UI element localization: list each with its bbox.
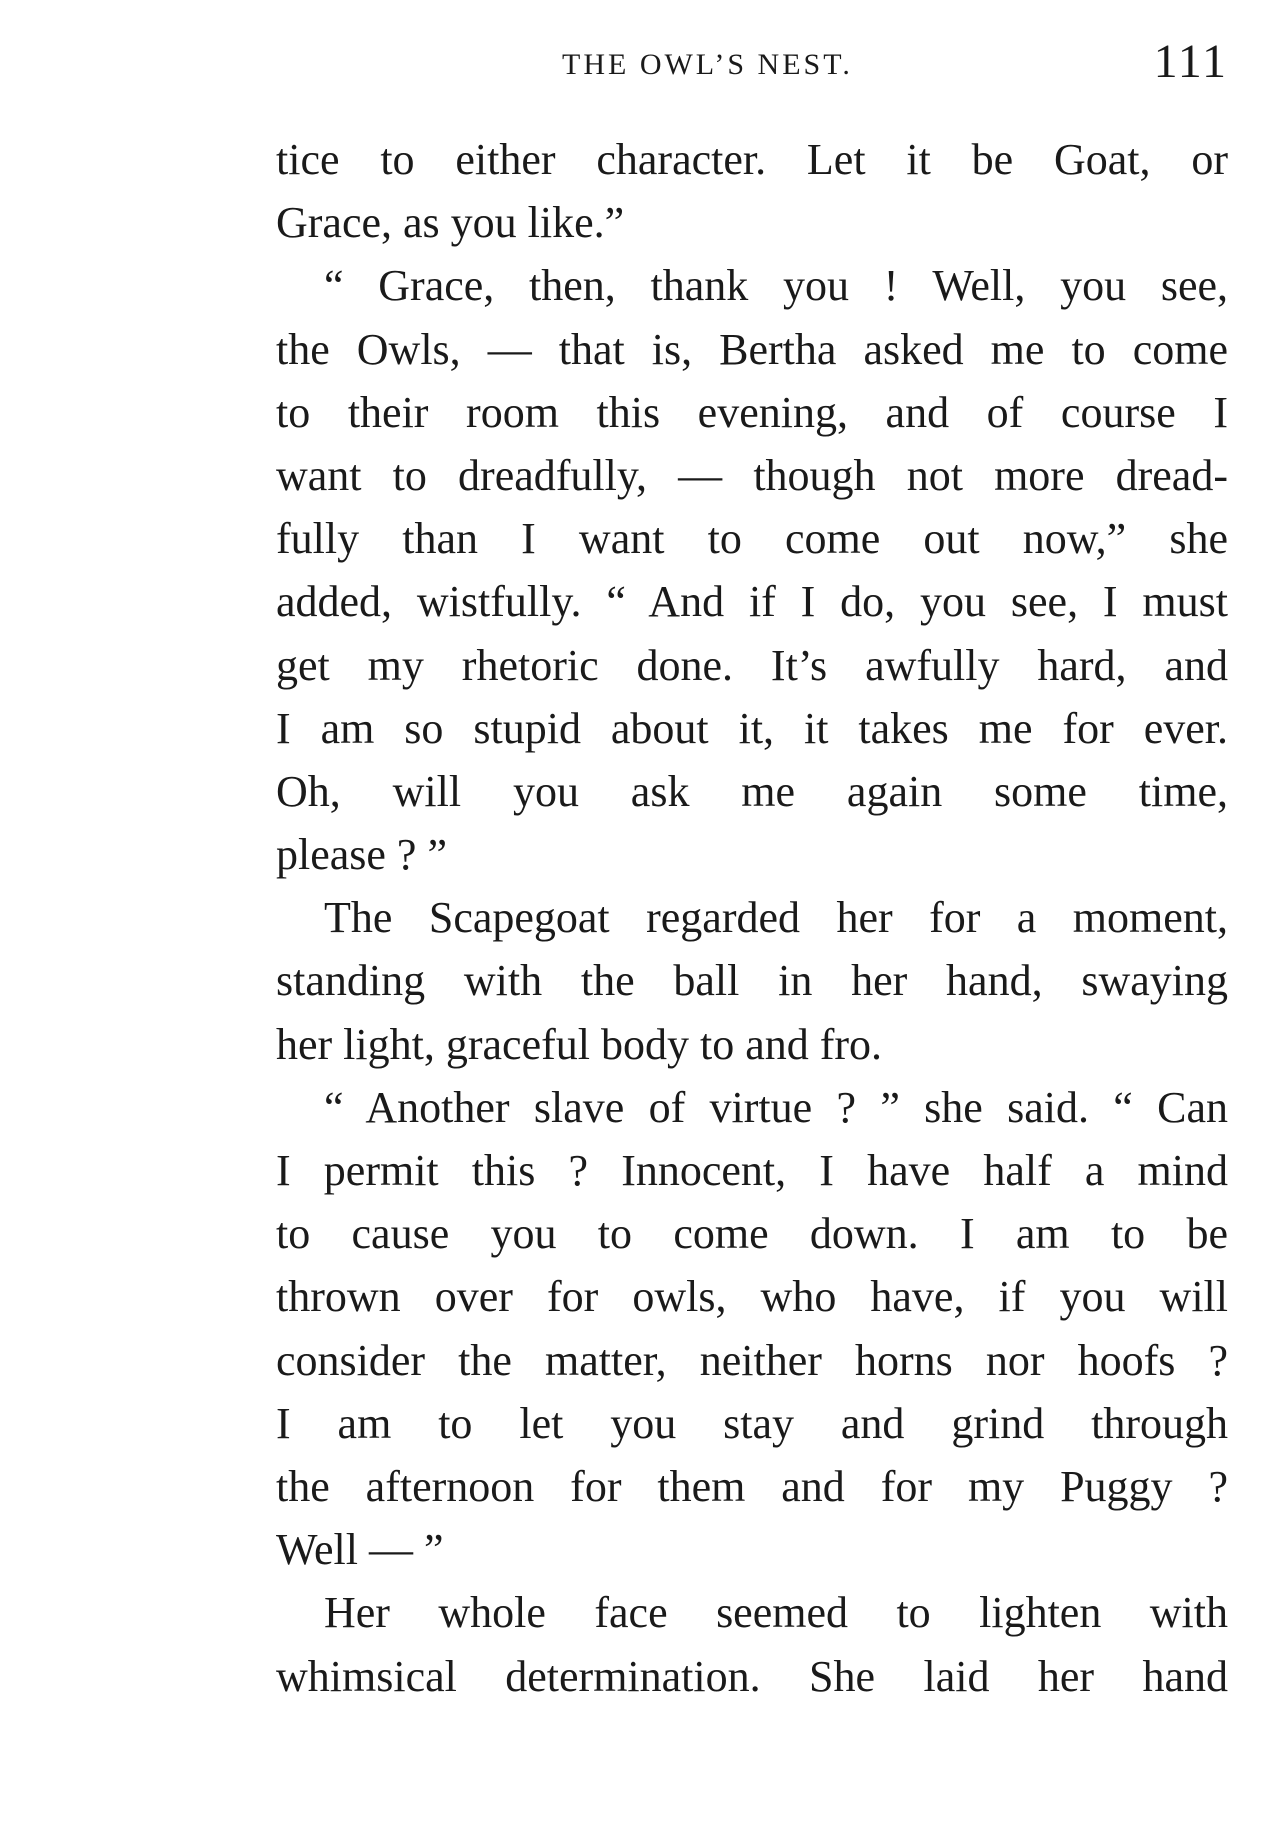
text-line: thrown over for owls, who have, if you will: [276, 1272, 1228, 1322]
page-number: 111: [1153, 35, 1228, 88]
text-line: standing with the ball in her hand, swaying: [276, 956, 1228, 1006]
text-line: Her whole face seemed to lighten with: [324, 1588, 1228, 1638]
text-line: the Owls, — that is, Bertha asked me to come: [276, 324, 1228, 374]
text-line: to cause you to come down. I am to be: [276, 1209, 1228, 1259]
text-line: consider the matter, neither horns nor hoofs ?: [276, 1335, 1228, 1385]
text-line: Grace, as you like.”: [276, 198, 625, 248]
text-line: Well — ”: [276, 1525, 444, 1575]
text-line: added, wistfully. “ And if I do, you see, I must: [276, 577, 1228, 627]
text-line: “ Grace, then, thank you ! Well, you see,: [324, 261, 1228, 311]
text-line: please ? ”: [276, 830, 447, 880]
running-head: THE OWL’S NEST.: [562, 48, 853, 81]
text-line: Oh, will you ask me again some time,: [276, 766, 1228, 816]
page-header: [276, 34, 1228, 94]
text-line: “ Another slave of virtue ? ” she said. “ Can: [324, 1082, 1228, 1132]
text-line: want to dreadfully, — though not more dread-: [276, 450, 1228, 500]
text-line: to their room this evening, and of course I: [276, 387, 1228, 437]
text-line: I am so stupid about it, it takes me for ever.: [276, 703, 1228, 753]
text-line: tice to either character. Let it be Goat, or: [276, 135, 1228, 184]
text-line: the afternoon for them and for my Puggy ?: [276, 1461, 1228, 1511]
text-line: fully than I want to come out now,” she: [276, 514, 1228, 564]
text-line: I am to let you stay and grind through: [276, 1398, 1228, 1448]
text-line: The Scapegoat regarded her for a moment,: [324, 893, 1228, 943]
body-text: [276, 128, 1228, 1708]
text-line: get my rhetoric done. It’s awfully hard, and: [276, 640, 1228, 690]
text-line: whimsical determination. She laid her hand: [276, 1651, 1228, 1701]
text-line: her light, graceful body to and fro.: [276, 1019, 883, 1069]
text-line: I permit this ? Innocent, I have half a mind: [276, 1146, 1228, 1195]
